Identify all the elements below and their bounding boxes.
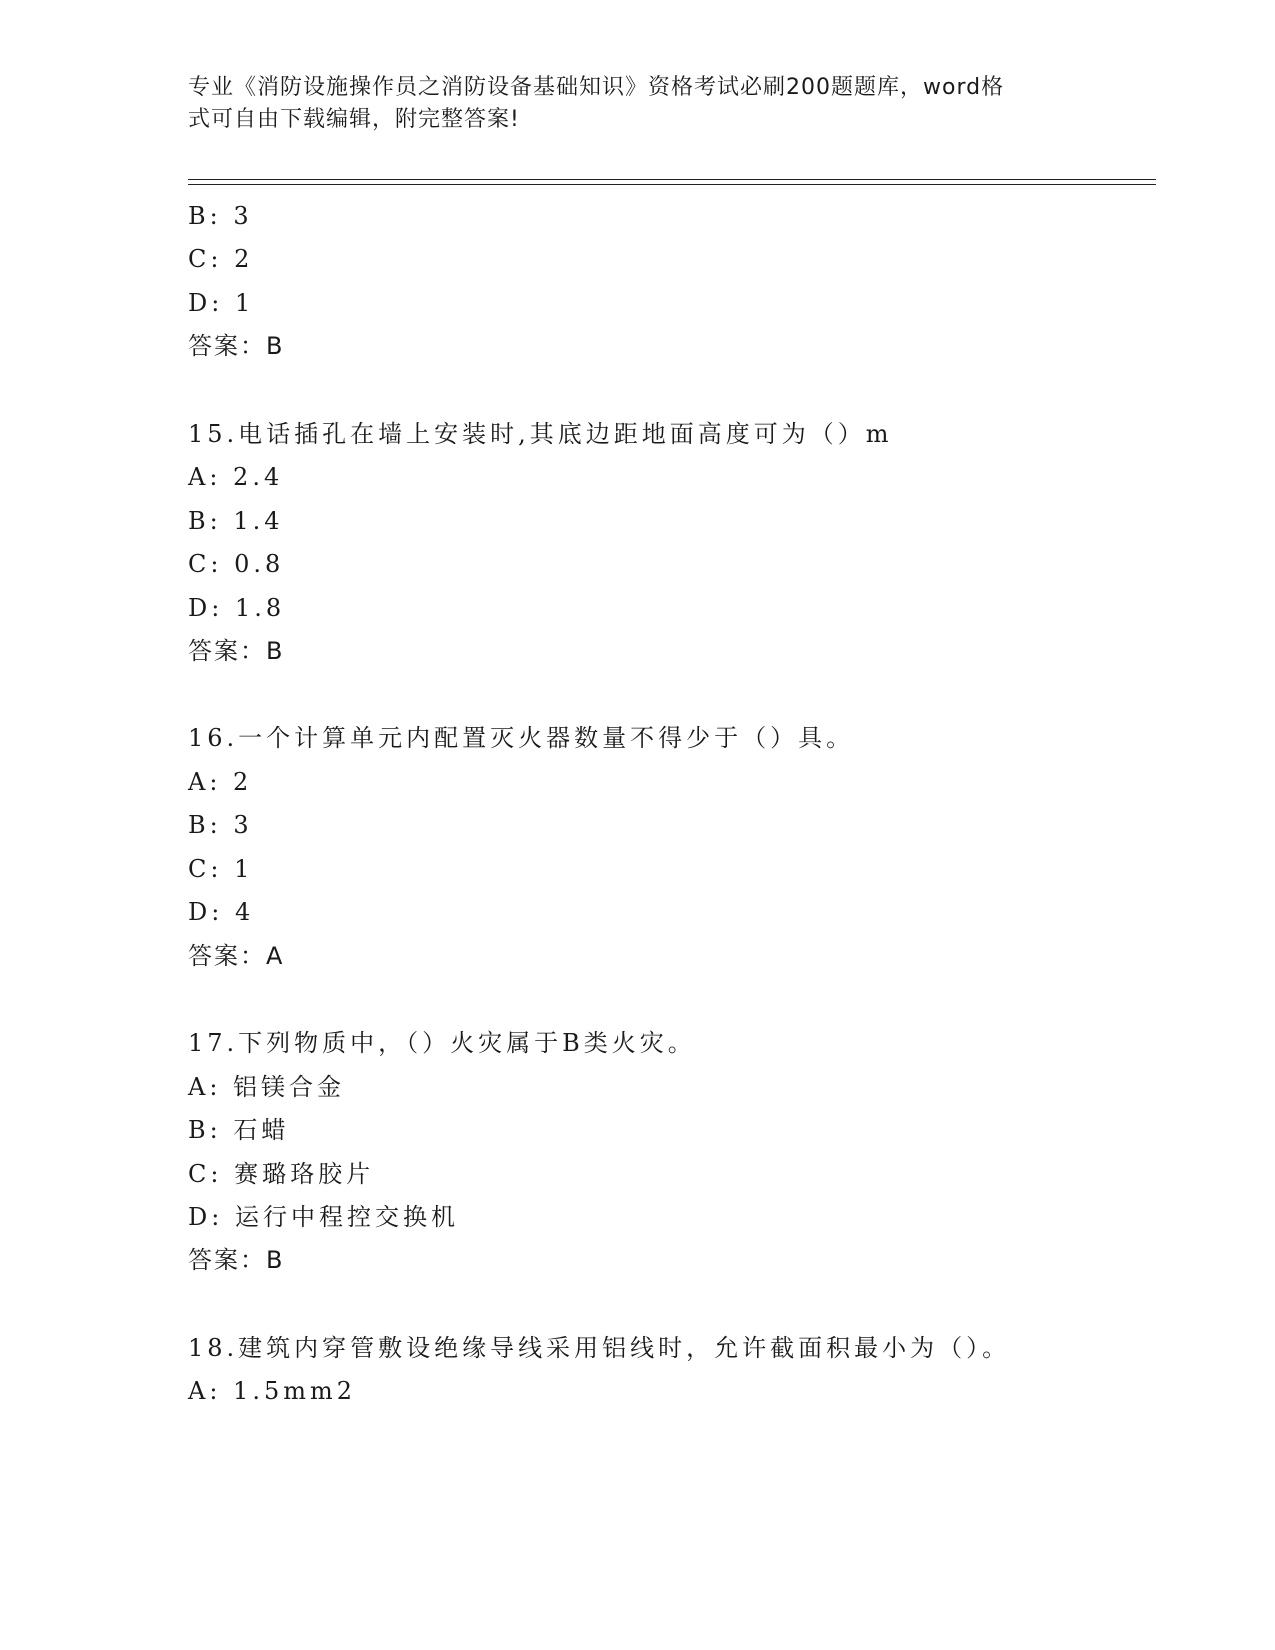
q17-option-a: A: 铝镁合金 bbox=[188, 1073, 346, 1101]
header-line-2: 式可自由下载编辑，附完整答案! bbox=[188, 107, 520, 132]
q17-question: 17.下列物质中，（）火灾属于B类火灾。 bbox=[188, 1029, 696, 1057]
q16-option-a: A: 2 bbox=[188, 768, 253, 796]
header-line-1: 专业《消防设施操作员之消防设备基础知识》资格考试必刷200题题库，word格 bbox=[188, 75, 1005, 100]
q17-answer: 答案：B bbox=[188, 1246, 285, 1274]
q16-option-b: B: 3 bbox=[188, 811, 253, 839]
q15-question: 15.电话插孔在墙上安装时,其底边距地面高度可为（）m bbox=[188, 420, 893, 448]
q17-option-c: C: 赛璐珞胶片 bbox=[188, 1160, 375, 1188]
q14-answer: 答案：B bbox=[188, 332, 285, 360]
q17-option-b: B: 石蜡 bbox=[188, 1116, 290, 1144]
q18-option-a: A: 1.5mm2 bbox=[188, 1377, 356, 1405]
q14-option-c: C: 2 bbox=[188, 245, 254, 273]
q15-answer: 答案：B bbox=[188, 637, 285, 665]
header-divider-top bbox=[188, 179, 1156, 180]
q16-option-c: C: 1 bbox=[188, 855, 254, 883]
q15-option-d: D: 1.8 bbox=[188, 594, 286, 622]
q16-question: 16.一个计算单元内配置灭火器数量不得少于（）具。 bbox=[188, 724, 855, 752]
q18-question: 18.建筑内穿管敷设绝缘导线采用铝线时，允许截面积最小为（）。 bbox=[188, 1334, 1011, 1362]
q16-answer: 答案：A bbox=[188, 942, 285, 970]
q15-option-a: A: 2.4 bbox=[188, 463, 284, 491]
q15-option-c: C: 0.8 bbox=[188, 550, 285, 578]
q14-option-d: D: 1 bbox=[188, 289, 255, 317]
q17-option-d: D: 运行中程控交换机 bbox=[188, 1203, 459, 1231]
q14-option-b: B: 3 bbox=[188, 202, 253, 230]
header-divider-bottom bbox=[188, 184, 1156, 185]
document-header bbox=[188, 72, 1068, 136]
q16-option-d: D: 4 bbox=[188, 898, 255, 926]
q15-option-b: B: 1.4 bbox=[188, 507, 284, 535]
